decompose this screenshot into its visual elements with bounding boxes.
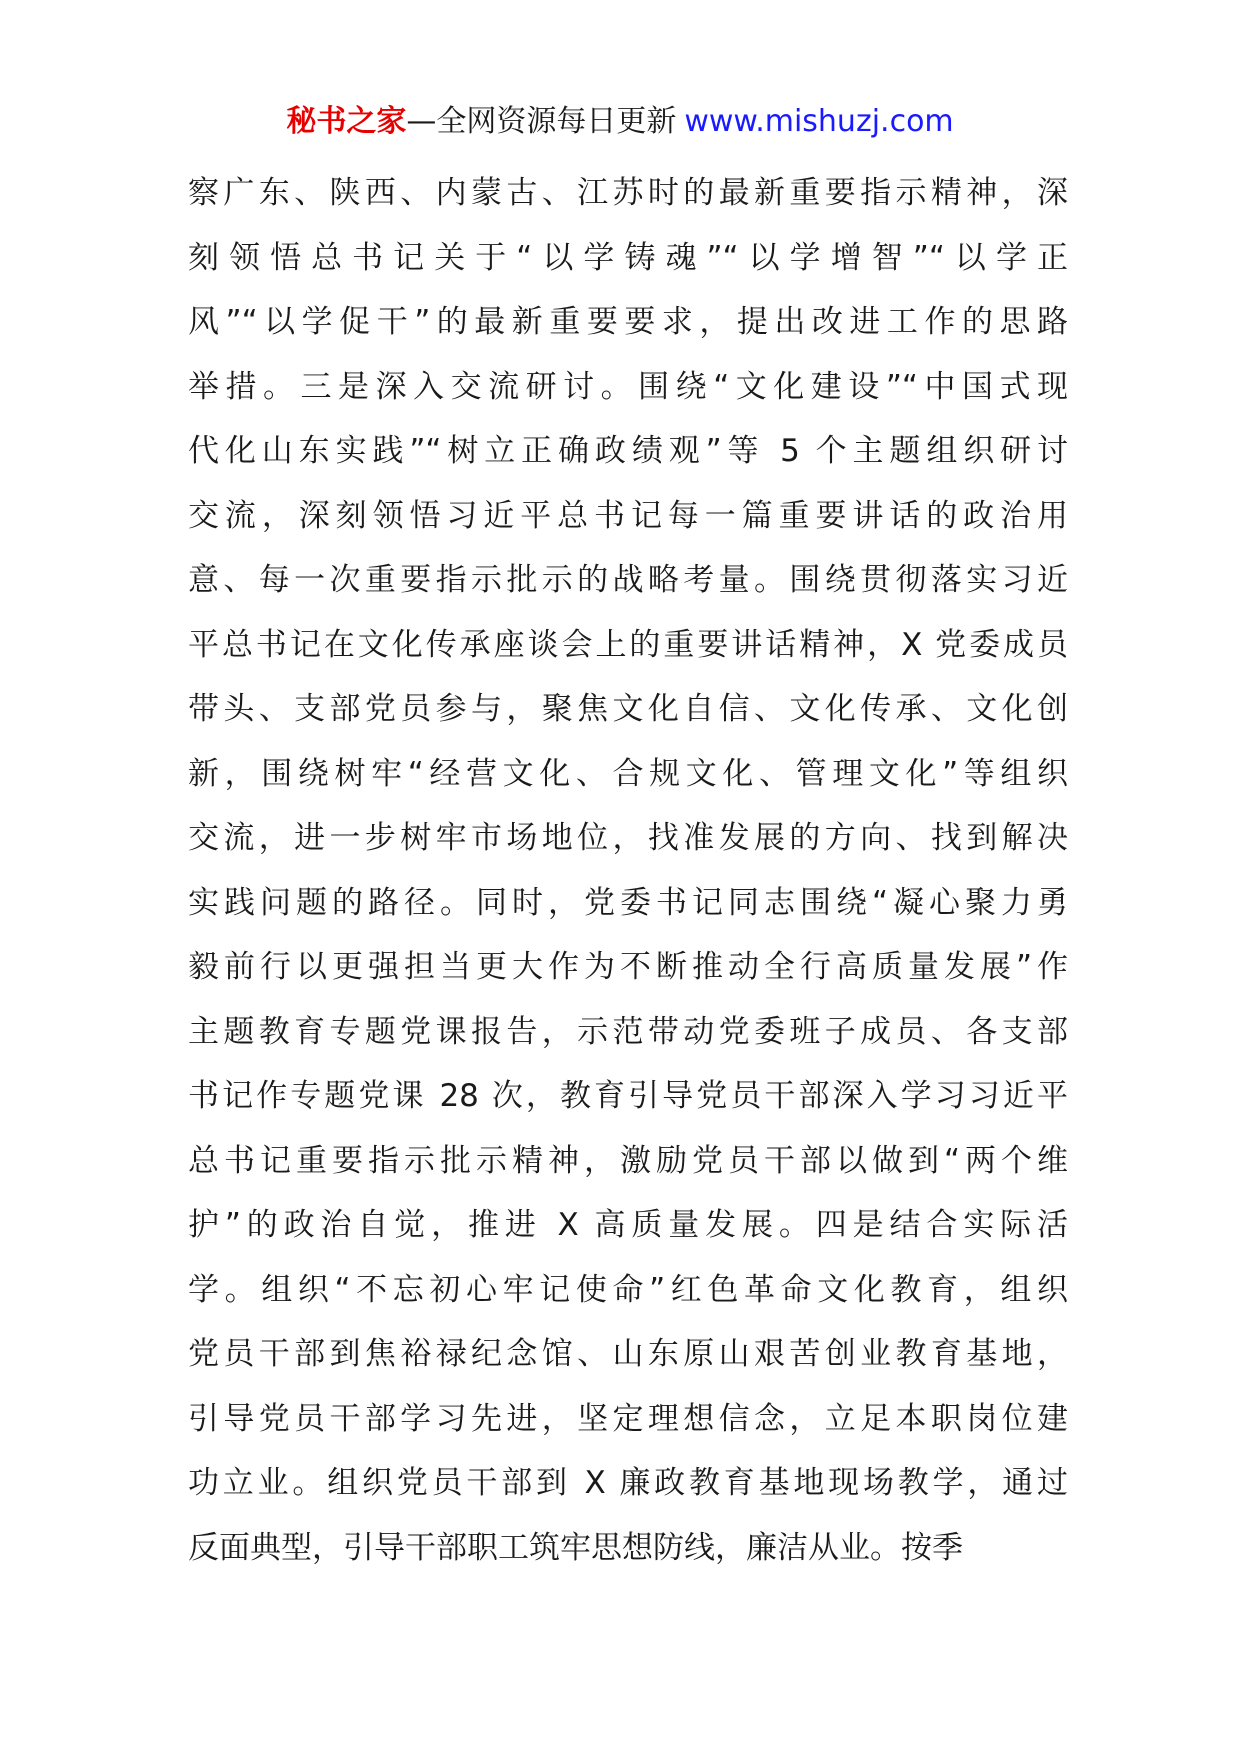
body-line: 功立业。组织党员干部到 X 廉政教育基地现场教学，通过	[188, 1465, 1068, 1501]
body-line: 带头、支部党员参与，聚焦文化自信、文化传承、文化创	[188, 691, 1068, 727]
document-body	[188, 161, 1068, 1580]
body-line: 交流，进一步树牢市场地位，找准发展的方向、找到解决	[188, 820, 1068, 856]
body-line: 平总书记在文化传承座谈会上的重要讲话精神，X 党委成员	[188, 626, 1068, 663]
body-line: 风”“以学促干”的最新重要要求，提出改进工作的思路	[188, 304, 1068, 340]
body-line: 护”的政治自觉，推进 X 高质量发展。四是结合实际活	[188, 1207, 1068, 1243]
body-line: 代化山东实践”“树立正确政绩观”等 5 个主题组织研讨	[188, 433, 1068, 469]
body-line: 引导党员干部学习先进，坚定理想信念，立足本职岗位建	[188, 1400, 1068, 1437]
body-line: 举措。三是深入交流研讨。围绕“文化建设”“中国式现	[188, 368, 1068, 405]
page-header	[0, 100, 1240, 144]
body-line: 学。组织“不忘初心牢记使命”红色革命文化教育，组织	[188, 1271, 1068, 1308]
body-line: 察广东、陕西、内蒙古、江苏时的最新重要指示精神，深	[188, 175, 1068, 211]
body-line: 实践问题的路径。同时，党委书记同志围绕“凝心聚力勇	[188, 884, 1068, 921]
body-line: 刻领悟总书记关于“以学铸魂”“以学增智”“以学正	[188, 239, 1068, 276]
body-line: 书记作专题党课 28 次，教育引导党员干部深入学习习近平	[188, 1078, 1068, 1114]
body-line: 总书记重要指示批示精神，激励党员干部以做到“两个维	[188, 1142, 1068, 1179]
body-line: 新，围绕树牢“经营文化、合规文化、管理文化”等组织	[188, 755, 1068, 792]
header-tagline: —全网资源每日更新	[406, 104, 677, 139]
body-line: 主题教育专题党课报告，示范带动党委班子成员、各支部	[188, 1013, 1068, 1050]
body-line: 反面典型，引导干部职工筑牢思想防线，廉洁从业。按季	[188, 1529, 963, 1566]
body-line: 意、每一次重要指示批示的战略考量。围绕贯彻落实习近	[188, 562, 1068, 598]
body-line: 党员干部到焦裕禄纪念馆、山东原山艰苦创业教育基地，	[188, 1336, 1068, 1372]
body-line: 毅前行以更强担当更大作为不断推动全行高质量发展”作	[188, 949, 1068, 985]
body-line: 交流，深刻领悟习近平总书记每一篇重要讲话的政治用	[188, 497, 1068, 534]
website-link[interactable]: www.mishuzj.com	[684, 104, 954, 139]
brand-name: 秘书之家	[286, 104, 407, 139]
